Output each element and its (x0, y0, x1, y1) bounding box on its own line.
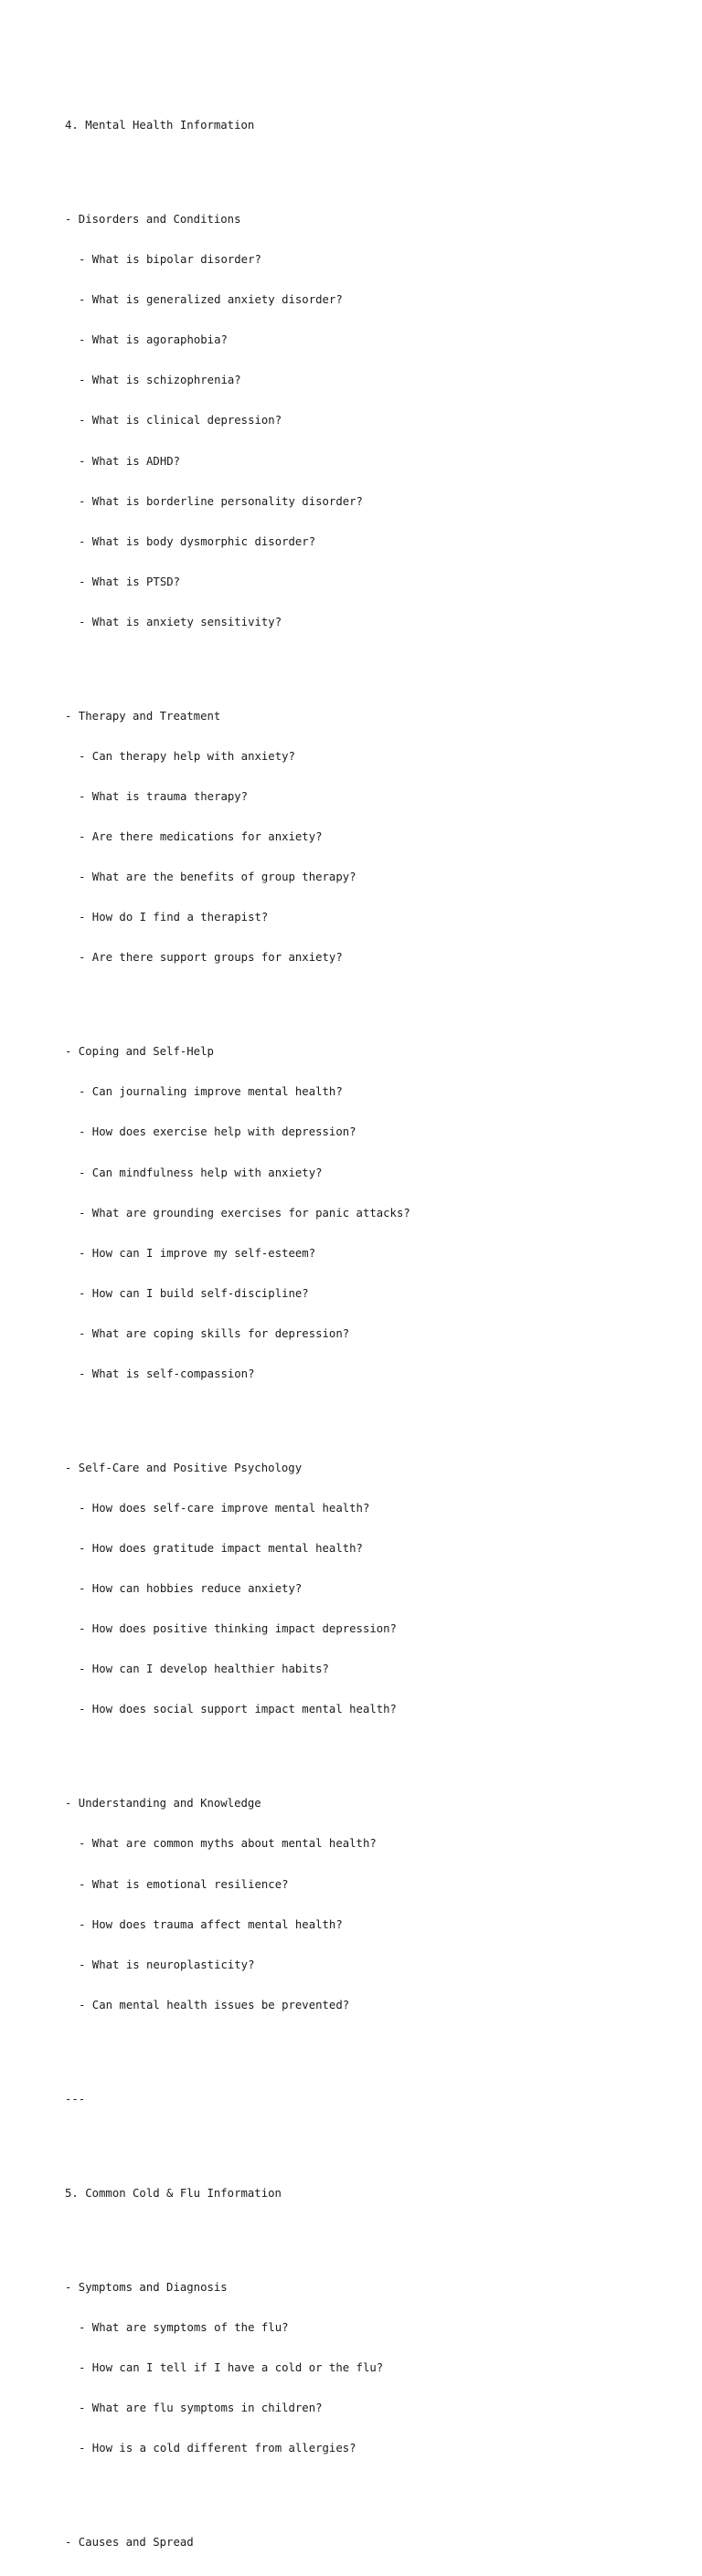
list-item: - How is a cold different from allergies? (79, 2441, 356, 2455)
blank-line (65, 2133, 410, 2147)
list-item: - What is clinical depression? (79, 414, 282, 428)
blank-line (65, 159, 410, 173)
list-item: - What is borderline personality disorder? (79, 494, 363, 508)
section-title: 5. Common Cold & Flu Information (65, 2186, 282, 2200)
blank-line (65, 656, 410, 670)
group-heading: - Understanding and Knowledge (65, 1797, 261, 1811)
list-item: - How does gratitude impact mental health? (79, 1542, 363, 1556)
document-text (65, 79, 410, 2576)
blank-line (65, 1408, 410, 1421)
list-item: - Can journaling improve mental health? (79, 1085, 343, 1099)
group-heading: - Therapy and Treatment (65, 709, 221, 723)
list-item: - Can mindfulness help with anxiety? (79, 1166, 323, 1179)
list-item: - How does exercise help with depression? (79, 1125, 356, 1139)
list-item: - What are grounding exercises for panic attacks? (79, 1206, 410, 1219)
list-item: - What is ADHD? (79, 454, 181, 468)
group-heading: - Self-Care and Positive Psychology (65, 1461, 303, 1474)
list-item: - What are common myths about mental health? (79, 1837, 377, 1851)
list-item: - How can hobbies reduce anxiety? (79, 1582, 303, 1596)
group-heading: - Coping and Self-Help (65, 1045, 214, 1059)
blank-line (65, 2482, 410, 2496)
group-heading: - Symptoms and Diagnosis (65, 2280, 228, 2294)
list-item: - What is body dysmorphic disorder? (79, 534, 316, 548)
list-item: - How does social support impact mental health? (79, 1703, 397, 1716)
list-item: - Can mental health issues be prevented? (79, 1998, 350, 2011)
list-item: - What are symptoms of the flu? (79, 2320, 289, 2334)
list-item: - What is neuroplasticity? (79, 1958, 255, 1971)
blank-line (65, 1744, 410, 1758)
list-item: - How do I find a therapist? (79, 911, 269, 924)
list-item: - What are coping skills for depression? (79, 1326, 350, 1340)
list-item: - How can I tell if I have a cold or the flu? (79, 2360, 384, 2374)
list-item: - How does self-care improve mental health? (79, 1502, 370, 1515)
list-item: - How can I improve my self-esteem? (79, 1246, 316, 1260)
blank-line (65, 991, 410, 1005)
list-item: - What are the benefits of group therapy? (79, 871, 356, 884)
group-heading: - Causes and Spread (65, 2535, 194, 2549)
list-item: - What are flu symptoms in children? (79, 2401, 323, 2414)
list-item: - What is PTSD? (79, 575, 181, 588)
list-item: - What is bipolar disorder? (79, 253, 261, 267)
list-item: - How can I develop healthier habits? (79, 1663, 329, 1676)
list-item: - How does trauma affect mental health? (79, 1917, 343, 1931)
list-item: - Are there medications for anxiety? (79, 830, 323, 844)
list-item: - Are there support groups for anxiety? (79, 951, 343, 965)
group-heading: - Disorders and Conditions (65, 213, 241, 226)
list-item: - What is anxiety sensitivity? (79, 615, 282, 628)
list-item: - What is trauma therapy? (79, 790, 249, 804)
blank-line (65, 2039, 410, 2053)
section-title: 4. Mental Health Information (65, 119, 255, 132)
section-separator: --- (65, 2092, 86, 2106)
list-item: - How does positive thinking impact depression? (79, 1622, 397, 1636)
list-item: - What is self-compassion? (79, 1367, 255, 1381)
list-item: - How can I build self-discipline? (79, 1286, 309, 1300)
list-item: - Can therapy help with anxiety? (79, 749, 295, 763)
list-item: - What is schizophrenia? (79, 374, 241, 387)
list-item: - What is agoraphobia? (79, 333, 228, 347)
list-item: - What is emotional resilience? (79, 1877, 289, 1891)
list-item: - What is generalized anxiety disorder? (79, 293, 343, 307)
blank-line (65, 2227, 410, 2241)
